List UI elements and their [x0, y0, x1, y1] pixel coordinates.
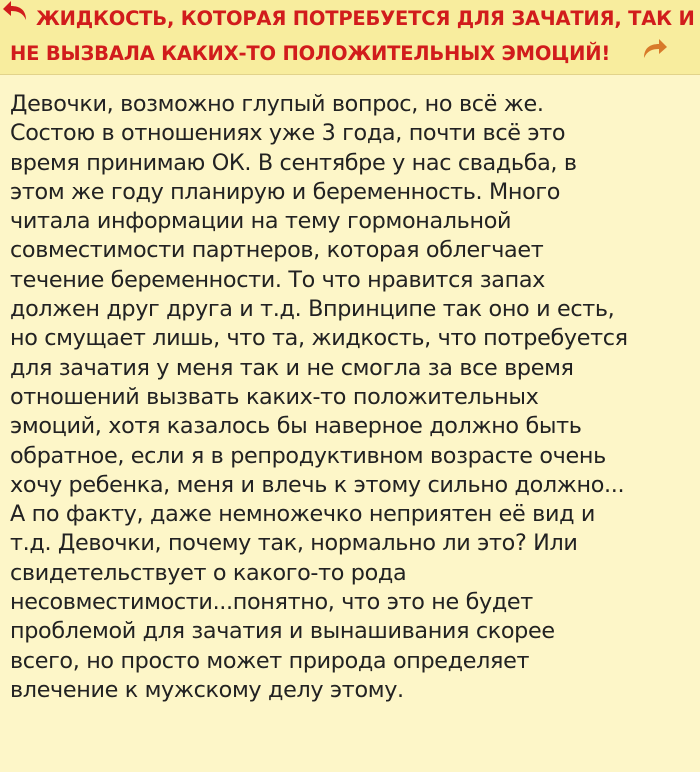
post-text-line: несовместимости...понятно, что это не будет: [10, 589, 533, 616]
post-text-line: отношений вызвать каких-то положительных: [10, 383, 539, 410]
post-text-line: для зачатия у меня так и не смогла за все время: [10, 354, 574, 381]
post-text-line: течение беременности. То что нравится запах: [10, 266, 545, 293]
post-body: [10, 90, 694, 705]
post-text-line: эмоций, хотя казалось бы наверное должно быть: [10, 413, 582, 440]
post-text-line: влечение к мужскому делу этому.: [10, 676, 404, 703]
post-title-line-1: ЖИДКОСТЬ, КОТОРАЯ ПОТРЕБУЕТСЯ ДЛЯ ЗАЧАТИЯ, ТАК И: [36, 7, 695, 30]
curved-arrow-left-icon[interactable]: [2, 0, 30, 22]
post-text-line: читала информации на тему гормональной: [10, 208, 512, 235]
post-text-line: хочу ребенка, меня и влечь к этому сильно должно...: [10, 471, 625, 498]
post-text-line: совместимости партнеров, которая облегчает: [10, 237, 544, 264]
post-text-line: обратное, если я в репродуктивном возрасте очень: [10, 442, 606, 469]
post-text-line: этом же году планирую и беременность. Много: [10, 178, 561, 205]
post-text-line: проблемой для зачатия и вынашивания скорее: [10, 618, 555, 645]
post-header: [0, 0, 700, 75]
post-text-line: А по факту, даже немножечко неприятен её вид и: [10, 501, 596, 528]
post-text-line: Девочки, возможно глупый вопрос, но всё же.: [10, 91, 544, 117]
post-text-line: время принимаю ОК. В сентябре у нас свадьба, в: [10, 149, 577, 176]
post-text-line: Состою в отношениях уже 3 года, почти всё это: [10, 120, 566, 147]
curved-arrow-right-icon[interactable]: [640, 38, 668, 60]
post-text-line: свидетельствует о какого-то рода: [10, 559, 407, 586]
post-text-line: должен друг друга и т.д. Впринципе так оно и есть,: [10, 296, 615, 323]
post-text-line: всего, но просто может природа определяет: [10, 647, 530, 674]
post-text-line: т.д. Девочки, почему так, нормально ли это? Или: [10, 530, 578, 557]
post-title-line-2: НЕ ВЫЗВАЛА КАКИХ-ТО ПОЛОЖИТЕЛЬНЫХ ЭМОЦИЙ!: [10, 42, 611, 65]
post-text-line: но смущает лишь, что та, жидкость, что потребуется: [10, 325, 628, 352]
